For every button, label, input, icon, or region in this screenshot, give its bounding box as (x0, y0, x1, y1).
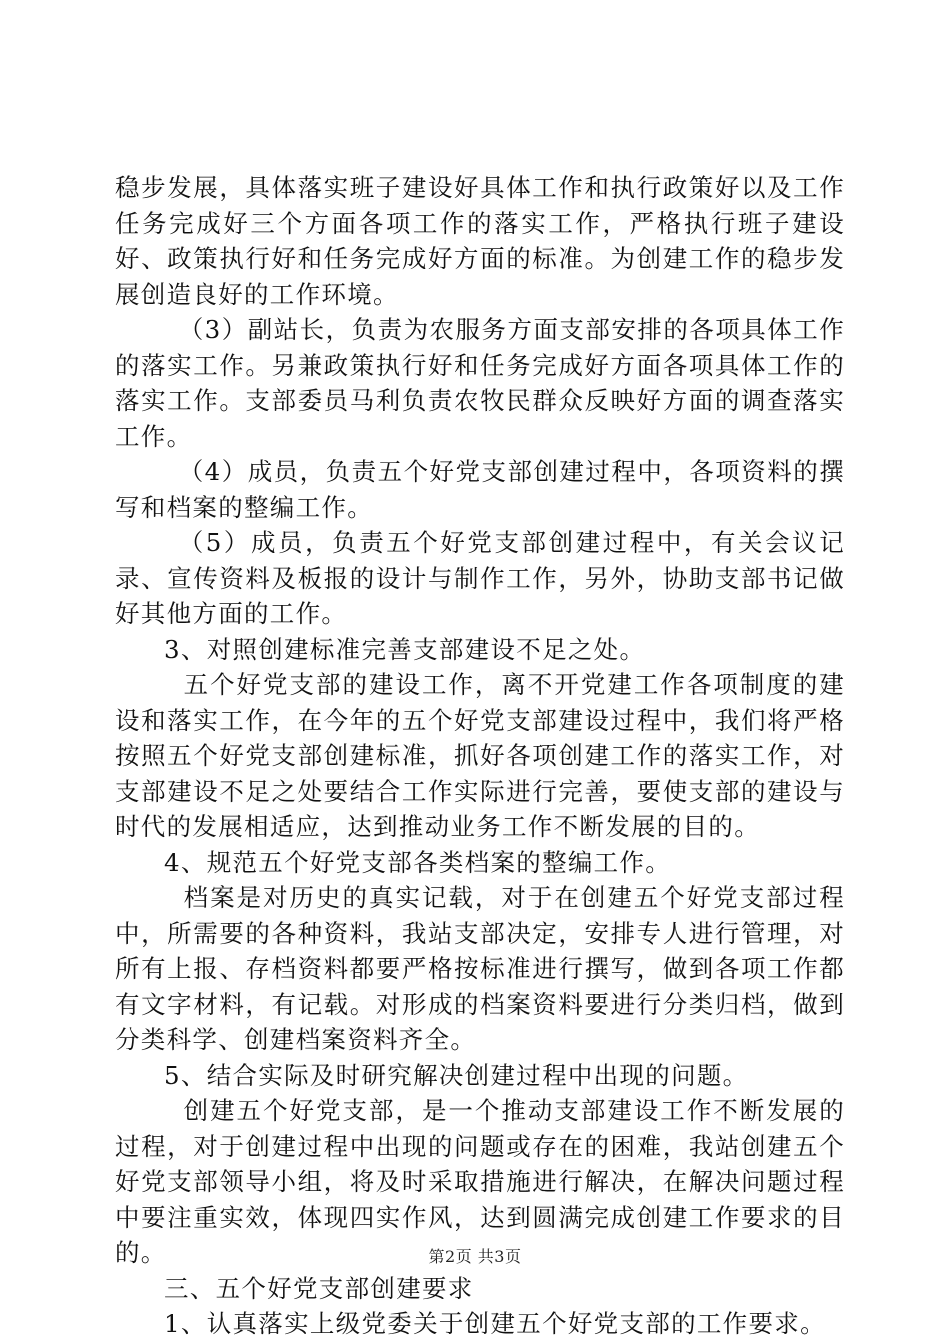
paragraph-section-5: 创建五个好党支部，是一个推动支部建设工作不断发展的过程，对于创建过程中出现的问题或存在的困难，我站创建五个好党支部领导小组，将及时采取措施进行解决，在解决问题过程中要注重实效，体现四实作风，达到圆满完成创建工作要求的目的。 (115, 1096, 845, 1267)
document-body (115, 170, 845, 1342)
paragraph-item-5: （5）成员，负责五个好党支部创建过程中，有关会议记录、宣传资料及板报的设计与制作工作，另外，协助支部书记做好其他方面的工作。 (115, 528, 845, 628)
section-heading-5: 5、结合实际及时研究解决创建过程中出现的问题。 (164, 1060, 749, 1090)
paragraph-item-3: （3）副站长，负责为农服务方面支部安排的各项具体工作的落实工作。另兼政策执行好和任务完成好方面各项具体工作的落实工作。支部委员马利负责农牧民群众反映好方面的调查落实工作。 (115, 315, 845, 451)
section-heading-3: 3、对照创建标准完善支部建设不足之处。 (164, 634, 646, 664)
paragraph-item-4: （4）成员，负责五个好党支部创建过程中，各项资料的撰写和档案的整编工作。 (115, 457, 845, 522)
chapter-heading-3: 三、五个好党支部创建要求 (164, 1273, 474, 1303)
paragraph-continuation: 稳步发展，具体落实班子建设好具体工作和执行政策好以及工作任务完成好三个方面各项工作的落实工作，严格执行班子建设好、政策执行好和任务完成好方面的标准。为创建工作的稳步发展创造良好的工作环境。 (115, 173, 845, 309)
requirement-item-1: 1、认真落实上级党委关于创建五个好党支部的工作要求。 (164, 1309, 826, 1338)
paragraph-section-3: 五个好党支部的建设工作，离不开党建工作各项制度的建设和落实工作，在今年的五个好党支部建设过程中，我们将严格按照五个好党支部创建标准，抓好各项创建工作的落实工作，对支部建设不足之处要结合工作实际进行完善，要使支部的建设与时代的发展相适应，达到推动业务工作不断发展的目的。 (115, 670, 845, 841)
page-number-footer: 第2页 共3页 (428, 1247, 522, 1266)
paragraph-section-4: 档案是对历史的真实记载，对于在创建五个好党支部过程中，所需要的各种资料，我站支部决定，安排专人进行管理，对所有上报、存档资料都要严格按标准进行撰写，做到各项工作都有文字材料，有记载。对形成的档案资料要进行分类归档，做到分类科学、创建档案资料齐全。 (115, 883, 845, 1054)
section-heading-4: 4、规范五个好党支部各类档案的整编工作。 (164, 847, 672, 877)
